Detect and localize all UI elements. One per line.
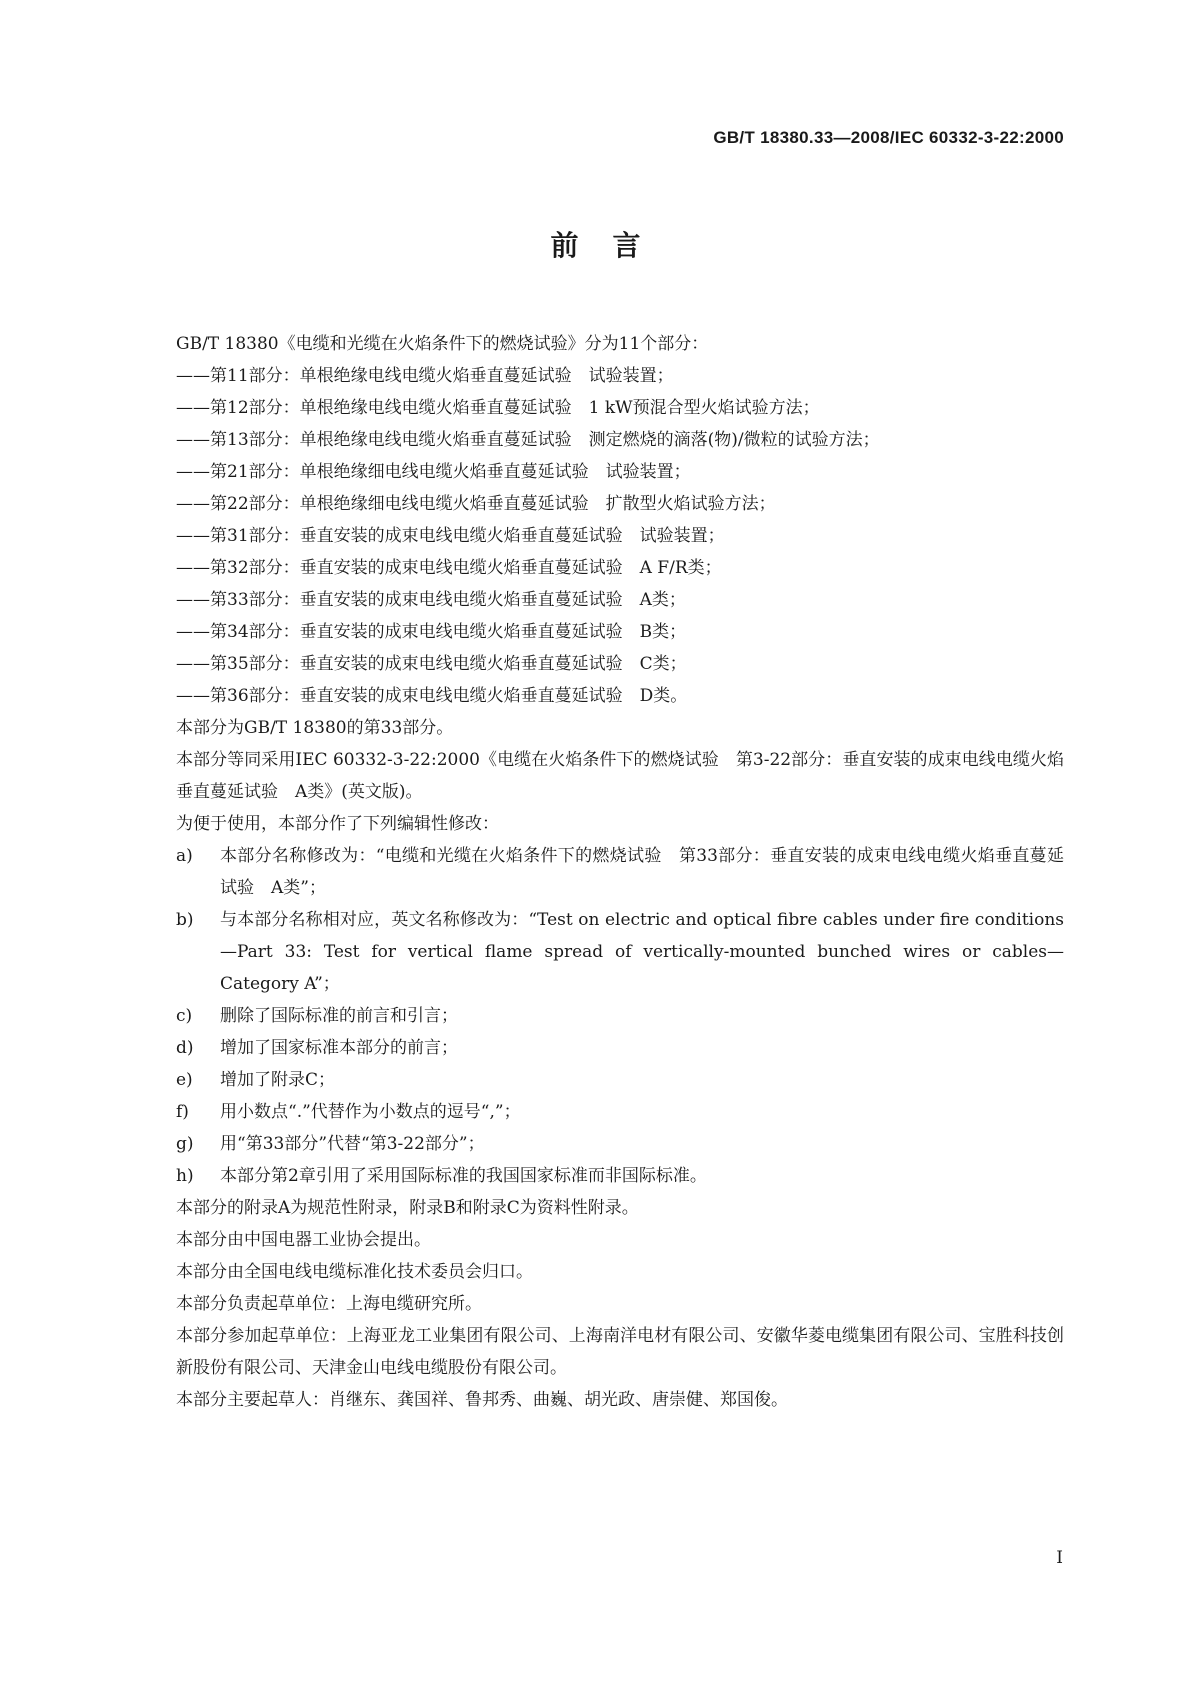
edit-item-f [176, 1096, 1064, 1128]
edit-text: 用“第33部分”代替“第3-22部分”； [220, 1134, 485, 1154]
edit-item-b [176, 904, 1064, 1000]
proposed-by-paragraph: 本部分由中国电器工业协会提出。 [176, 1230, 431, 1250]
list-item: ——第13部分：单根绝缘电线电缆火焰垂直蔓延试验 测定燃烧的滴落(物)/微粒的试验方法； [176, 430, 880, 450]
adoption-paragraph: 本部分等同采用IEC 60332-3-22:2000《电缆在火焰条件下的燃烧试验 第3-22部分：垂直安装的成束电线电缆火焰垂直蔓延试验 A类》(英文版)。 [176, 750, 1064, 802]
edit-label: f) [176, 1102, 189, 1122]
list-item: ——第21部分：单根绝缘细电线电缆火焰垂直蔓延试验 试验装置； [176, 462, 691, 482]
edit-text: 增加了国家标准本部分的前言； [220, 1038, 458, 1058]
annex-paragraph: 本部分的附录A为规范性附录，附录B和附录C为资料性附录。 [176, 1198, 639, 1218]
edit-item-h [176, 1160, 1064, 1192]
edit-text: 增加了附录C； [220, 1070, 336, 1090]
edit-text: 与本部分名称相对应，英文名称修改为：“Test on electric and optical fibre cables under fire conditions—Part 33: Test for vertical flame spread of vertically-mounted bunched wires or cables—Category A”； [220, 910, 1064, 994]
edit-text: 用小数点“.”代替作为小数点的逗号“,”； [220, 1102, 521, 1122]
edit-label: b) [176, 910, 194, 930]
main-drafters-paragraph: 本部分主要起草人：肖继东、龚国祥、鲁邦秀、曲巍、胡光政、唐崇健、郑国俊。 [176, 1390, 788, 1410]
intro-paragraph: GB/T 18380《电缆和光缆在火焰条件下的燃烧试验》分为11个部分： [176, 334, 709, 354]
drafting-unit-paragraph: 本部分负责起草单位：上海电缆研究所。 [176, 1294, 482, 1314]
participating-units-paragraph: 本部分参加起草单位：上海亚龙工业集团有限公司、上海南洋电材有限公司、安徽华菱电缆集团有限公司、宝胜科技创新股份有限公司、天津金山电线电缆股份有限公司。 [176, 1326, 1064, 1378]
list-item: ——第36部分：垂直安装的成束电线电缆火焰垂直蔓延试验 D类。 [176, 686, 688, 706]
edit-label: e) [176, 1070, 193, 1090]
page-number: I [1056, 1548, 1063, 1568]
list-item: ——第31部分：垂直安装的成束电线电缆火焰垂直蔓延试验 试验装置； [176, 526, 725, 546]
page-title: 前言 [550, 229, 675, 262]
edit-item-e [176, 1064, 1064, 1096]
centralized-by-paragraph: 本部分由全国电线电缆标准化技术委员会归口。 [176, 1262, 533, 1282]
edit-label: c) [176, 1006, 193, 1026]
part-statement: 本部分为GB/T 18380的第33部分。 [176, 718, 454, 738]
list-item: ——第34部分：垂直安装的成束电线电缆火焰垂直蔓延试验 B类； [176, 622, 687, 642]
foreword-body [176, 328, 1064, 1416]
edit-item-c [176, 1000, 1064, 1032]
edits-intro: 为便于使用，本部分作了下列编辑性修改： [176, 814, 499, 834]
list-item: ——第33部分：垂直安装的成束电线电缆火焰垂直蔓延试验 A类； [176, 590, 686, 610]
list-item: ——第11部分：单根绝缘电线电缆火焰垂直蔓延试验 试验装置； [176, 366, 674, 386]
list-item: ——第12部分：单根绝缘电线电缆火焰垂直蔓延试验 1 kW预混合型火焰试验方法； [176, 398, 820, 418]
edit-item-a [176, 840, 1064, 904]
parts-list [176, 360, 1064, 712]
list-item: ——第22部分：单根绝缘细电线电缆火焰垂直蔓延试验 扩散型火焰试验方法； [176, 494, 776, 514]
list-item: ——第35部分：垂直安装的成束电线电缆火焰垂直蔓延试验 C类； [176, 654, 687, 674]
edit-item-d [176, 1032, 1064, 1064]
edit-text: 删除了国际标准的前言和引言； [220, 1006, 458, 1026]
standard-code-header: GB/T 18380.33—2008/IEC 60332-3-22:2000 [713, 128, 1064, 147]
edit-text: 本部分第2章引用了采用国际标准的我国国家标准而非国际标准。 [220, 1166, 707, 1186]
edit-text: 本部分名称修改为：“电缆和光缆在火焰条件下的燃烧试验 第33部分：垂直安装的成束电线电缆火焰垂直蔓延试验 A类”； [220, 846, 1064, 898]
list-item: ——第32部分：垂直安装的成束电线电缆火焰垂直蔓延试验 A F/R类； [176, 558, 722, 578]
edit-label: d) [176, 1038, 194, 1058]
edit-label: g) [176, 1134, 194, 1154]
edit-item-g [176, 1128, 1064, 1160]
edit-label: a) [176, 846, 193, 866]
edits-list [176, 840, 1064, 1192]
edit-label: h) [176, 1166, 194, 1186]
